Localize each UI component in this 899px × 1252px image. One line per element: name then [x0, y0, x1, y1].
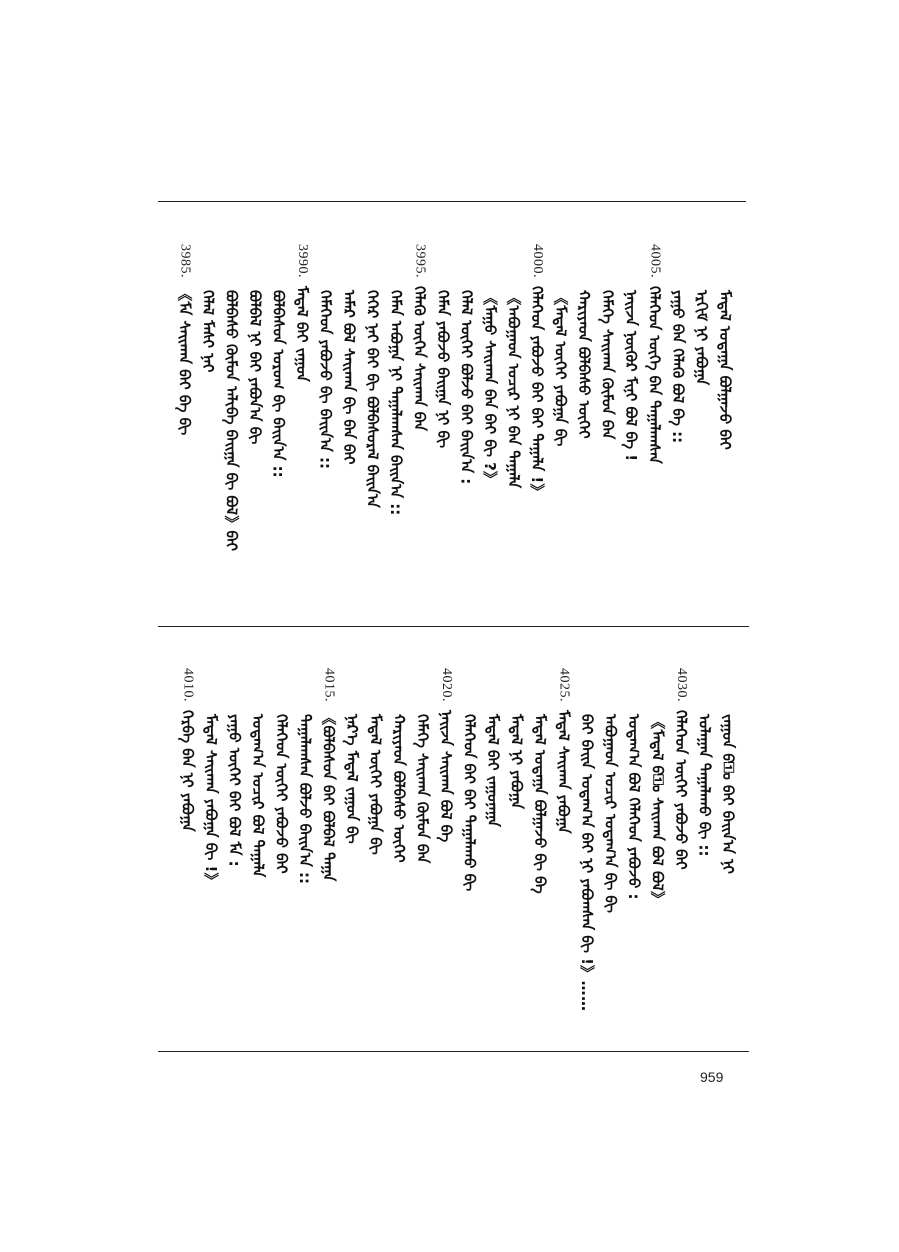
line-number: 4025. [556, 668, 572, 702]
verse-line [693, 668, 717, 857]
verse-text: ᠬᠡᠯᠡᠭᠡᠳ ᠶᠠᠪᠤᠵᠤ ᠪᠠᠢ ᠪᠠᠢ ᠲᠠᠭᠠᠯᠠ !》 [528, 286, 546, 499]
verse-line [314, 244, 338, 469]
verse-text: ᠬᠡᠮᠡᠭᠡ ᠰᠠᠢᠬᠠᠨ ᠬᠦᠮᠦᠨ ᠪᠠᠨ [598, 290, 617, 440]
verse-line [455, 244, 479, 484]
verse-text: ᠨᠠᠢᠵᠠ ᠨᠥᠬᠦᠷ ᠮᠢᠨᠢ ᠪᠣᠯ ᠪᠡ ! [622, 290, 640, 462]
verse-line [290, 244, 314, 382]
page-number: 959 [700, 1069, 724, 1085]
verse-text: 《ᠪᠣᠯᠪᠠᠰᠤᠨ ᠪᠠᠢ ᠪᠣᠯᠪᠠᠯ ᠲᠠᠭᠠ [319, 710, 338, 882]
verse-text: ᠬᠡᠮᠡᠨ ᠠᠪᠤᠭᠠ ᠨᠢ ᠲᠠᠭᠠᠯᠠᠭᠰᠠᠨ ᠪᠠᠢᠨ᠎ᠠ :: [387, 290, 405, 516]
verse-line [525, 244, 549, 499]
verse-line [364, 668, 388, 855]
verse-line [434, 668, 458, 842]
verse-line [408, 244, 432, 431]
verse-text: ᠨᠡᠷ᠎ᠡ ᠮᠡᠳᠡᠯ ᠵᠠᠭᠤᠨ ᠪᠢ [343, 714, 361, 844]
verse-line [223, 668, 247, 867]
verse-text: ᠡᠷᠬᠢᠮ ᠨᠢ ᠶᠠᠪᠤᠭᠠ [692, 290, 711, 386]
verse-line [669, 668, 693, 870]
verse-line [572, 244, 596, 439]
verse-text: ᠮᠡᠳᠡᠯ ᠤᠳᠠᠭᠠ ᠪᠣᠯᠭᠠᠵᠤ ᠪᠠᠢ [716, 290, 734, 450]
verse-text: ᠮᠡᠳᠡᠯ ᠨᠢ ᠶᠠᠪᠤᠭᠠ [507, 714, 526, 809]
verse-text: ᠤᠳᠠᠭ᠎ᠠ ᠤᠴᠢᠷ ᠪᠣᠯ ᠲᠠᠭᠠᠯᠠ [249, 714, 267, 878]
verse-text: ᠮᠡᠳᠡᠯ ᠤᠳᠠᠭᠠ ᠪᠣᠯᠭᠠᠵᠤ ᠪᠢ ᠪᠠ [531, 714, 549, 894]
verse-line [267, 244, 291, 478]
verse-line [176, 668, 200, 832]
verse-line [220, 244, 244, 551]
verse-line [173, 244, 197, 435]
verse-text: ᠬᠡᠯᠡᠭᠡᠳ ᠪᠠᠢ ᠪᠠᠢ ᠲᠠᠭᠠᠯᠠᠬᠤ ᠪᠢ [460, 714, 479, 892]
verse-text: 《ᠮᠠ ᠰᠠᠢᠬᠠᠨ ᠪᠠᠢ ᠪᠠ ᠪᠢ [175, 286, 194, 436]
line-number: 4000. [530, 244, 545, 278]
verse-line [716, 668, 740, 874]
line-number: 4015. [321, 668, 337, 702]
verse-text: ᠮᠡᠳᠡᠯ ᠰᠠᠢᠬᠠᠨ ᠶᠠᠪᠤᠭᠠ ᠪᠢ !》 [202, 714, 220, 888]
verse-line [337, 244, 361, 464]
verse-text: ᠤᠯᠠᠭᠠᠨ ᠲᠠᠭᠠᠯᠠᠬᠤ ᠪᠢ :: [695, 714, 714, 857]
verse-text: ᠶᠠᠭᠤ ᠪᠡᠨ ᠬᠡᠯᠡᠬᠦ ᠪᠣᠯ ᠪᠡ :: [669, 290, 687, 444]
verse-line [196, 244, 220, 372]
verse-text: ᠬᠡᠯᠡᠭᠡᠳ ᠦᠭᠡ ᠪᠠᠨ ᠲᠠᠭᠠᠯᠠᠭᠰᠠᠨ [645, 286, 664, 464]
verse-line [478, 244, 502, 486]
bottom-rule [158, 1051, 749, 1052]
verse-line [243, 244, 267, 444]
verse-text: ᠬᠡᠯᠡᠯ ᠦᠭᠡᠢ ᠪᠣᠯᠵᠤ ᠪᠠᠢ ᠪᠠᠢᠨ᠎ᠠ : [457, 290, 476, 485]
verse-line [384, 244, 408, 515]
verse-text: ᠪᠣᠯᠪᠠᠰᠤᠨ ᠤᠷᠤᠭ ᠪᠢ ᠪᠠᠢᠨ᠎ᠠ :: [269, 290, 288, 478]
line-number: 4020. [439, 668, 454, 702]
verse-text: ᠬᠡᠯᠡᠬᠦ ᠦᠭᠡᠨ ᠰᠠᠢᠬᠠᠨ ᠪᠠᠨ [410, 286, 429, 432]
verse-text: 《ᠮᠡᠳᠡᠯ ᠪ᠋ᠣ ᠰᠠᠢᠬᠠᠨ ᠪᠣᠯ ᠪᠣᠯ》 [648, 714, 667, 907]
verse-text: ᠠᠪᠤᠭᠠᠳ ᠤᠴᠢᠷ ᠤᠳᠠᠭ᠎ᠠ ᠪᠢ ᠪᠢ [601, 714, 620, 913]
verse-text: ᠲᠠᠭᠠᠯᠠᠭᠰᠠᠨ ᠪᠣᠯᠵᠤ ᠪᠠᠢᠨ᠎ᠠ :: [296, 714, 314, 884]
verse-text: 《ᠮᠠᠭᠤ ᠰᠠᠢᠬᠠᠨ ᠪᠠᠨ ᠪᠠᠢ ᠪᠢ ?》 [481, 290, 499, 487]
bottom-verse-panel [158, 668, 749, 1038]
verse-line [431, 244, 455, 448]
verse-text: ᠬᠡᠯᠡᠭᠡᠳ ᠦᠭᠡᠢ ᠶᠠᠪᠤᠵᠤ ᠪᠠᠢ [272, 714, 291, 874]
verse-text: ᠵᠠᠭᠤᠨ ᠪ᠋ᠣ ᠪᠠᠢ ᠪᠠᠢᠨ᠎ᠠ ᠨᠢ [719, 714, 737, 874]
line-number: 3990. [295, 244, 310, 278]
middle-rule [158, 626, 749, 627]
verse-line [246, 668, 270, 877]
verse-line [575, 668, 599, 1011]
verse-line [361, 244, 385, 508]
verse-text: ᠬᠡᠮᠡᠨ ᠶᠠᠪᠤᠵᠤ ᠪᠠᠢᠭᠠ ᠨᠢ ᠪᠢ [434, 290, 452, 448]
verse-line [596, 244, 620, 439]
verse-line [458, 668, 482, 891]
line-number: 4010. [180, 668, 196, 702]
verse-line [481, 668, 505, 827]
verse-line [340, 668, 364, 844]
verse-text: 《ᠠᠪᠤᠭᠠᠳ ᠤᠴᠢᠷ ᠨᠢ ᠪᠠᠨ ᠲᠠᠭᠠᠯᠠ [504, 290, 523, 489]
verse-line [317, 668, 341, 881]
top-rule [158, 201, 746, 202]
verse-line [199, 668, 223, 888]
verse-text: ᠬᠡᠯᠡᠭᠡᠳ ᠦᠭᠡᠢ ᠶᠠᠪᠤᠵᠤ ᠪᠠᠢ [672, 710, 690, 870]
verse-text: ᠬᠡᠭᠡᠷ ᠨᠠᠢ ᠪᠠᠢ ᠪᠢ ᠪᠣᠯᠪᠠᠰᠤᠷᠠᠯ ᠪᠠᠢᠨ᠎ᠠ [363, 290, 382, 508]
verse-line [387, 668, 411, 863]
verse-text: ᠨᠠᠢᠵᠠ ᠰᠠᠢᠬᠠᠨ ᠪᠣᠯ ᠪᠡ [437, 710, 455, 843]
verse-line [646, 668, 670, 906]
verse-line [552, 668, 576, 834]
verse-text: ᠮᠡᠳᠡᠯ ᠪᠠᠢ ᠵᠠᠭᠤᠨᠠᠭᠠ [484, 714, 502, 827]
line-number: 3995. [412, 244, 428, 278]
verse-text: ᠶᠠᠭᠤ ᠦᠭᠡᠢ ᠪᠠᠢ ᠪᠣᠯ ᠮᠠ : [225, 714, 244, 867]
verse-text: ᠬᠡᠷᠪᠡ ᠪᠠᠨ ᠨᠢ ᠶᠠᠪᠤᠭᠠ [178, 710, 197, 832]
verse-line [713, 244, 737, 450]
verse-text: ᠬᠡᠮᠡᠭᠡ ᠰᠠᠢᠬᠠᠨ ᠬᠦᠮᠦᠨ ᠪᠠᠨ [413, 714, 432, 864]
verse-text: ᠬᠠᠷᠢᠶᠠᠳ ᠪᠣᠯᠪᠠᠰᠤ ᠦᠭᠡᠢ [575, 290, 593, 439]
verse-text: ᠪᠣᠯᠪᠠᠯ ᠨᠢ ᠪᠠᠢ ᠶᠠᠪᠤᠨ᠎ᠠ ᠪᠢ [246, 290, 264, 445]
verse-text: ᠪᠣᠯᠪᠠᠰᠤ ᠬᠦᠮᠦᠨ ᠠᠯᠢᠪᠠ ᠪᠠᠢᠭᠠ ᠪᠢ ᠪᠣᠯ》ᠪᠠᠢ [222, 290, 241, 552]
verse-text: ᠬᠡᠮᠡᠭᠡᠳ ᠶᠠᠪᠤᠵᠤ ᠪᠢ ᠪᠠᠢᠨ᠎ᠠ :: [316, 290, 335, 470]
top-verse-panel [158, 244, 746, 614]
line-number: 3985. [177, 244, 193, 278]
verse-line [643, 244, 667, 464]
verse-line [505, 668, 529, 809]
verse-text: ᠪᠠᠢ ᠪᠠᠢᠨ ᠤᠳᠠᠭ᠎ᠠ ᠪᠠᠢ ᠨᠢ ᠶᠠᠪᠤᠭᠰᠠᠨ ᠪᠢ !》…… [578, 714, 596, 1012]
verse-line [666, 244, 690, 443]
line-number: 4030. [674, 668, 689, 702]
verse-line [528, 668, 552, 894]
verse-line [549, 244, 573, 446]
verse-line [502, 244, 526, 488]
verse-text: ᠤᠳᠠᠭ᠎ᠠ ᠪᠣᠯ ᠬᠡᠯᠡᠭᠡᠳ ᠶᠠᠪᠤᠵᠤ : [625, 714, 643, 900]
verse-text: ᠬᠡᠯᠡᠯ ᠮᠠᠰᠢ ᠨᠠᠢ [199, 290, 217, 373]
verse-text: ᠮᠡᠳᠡᠯ ᠰᠠᠢᠬᠠᠨ ᠶᠠᠪᠤᠭᠠ [554, 710, 573, 834]
verse-text: ᠮᠡᠳᠡᠯ ᠦᠭᠡᠢ ᠶᠠᠪᠤᠭᠠ ᠪᠢ [366, 714, 385, 855]
verse-text: ᠬᠠᠷᠢᠶᠠᠳ ᠪᠣᠯᠪᠠᠰᠤ ᠦᠭᠡᠢ [390, 714, 408, 863]
line-number: 4005. [647, 244, 663, 278]
verse-line [411, 668, 435, 863]
verse-text: ᠠᠮᠠᠷ ᠪᠣᠯ ᠰᠠᠢᠬᠠᠨ ᠪᠢ ᠪᠠᠨ ᠪᠠᠢ [340, 290, 358, 465]
verse-text: ᠮᠡᠳᠡᠯ ᠪᠠᠢ ᠵᠠᠭᠤᠨ [293, 286, 311, 382]
verse-text: 《ᠮᠡᠳᠡᠯ ᠦᠭᠡᠢ ᠶᠠᠪᠤᠭᠠ ᠪᠢ [551, 290, 570, 447]
verse-line [690, 244, 714, 385]
verse-line [270, 668, 294, 874]
verse-line [622, 668, 646, 900]
verse-line [599, 668, 623, 913]
verse-line [293, 668, 317, 884]
verse-line [619, 244, 643, 461]
